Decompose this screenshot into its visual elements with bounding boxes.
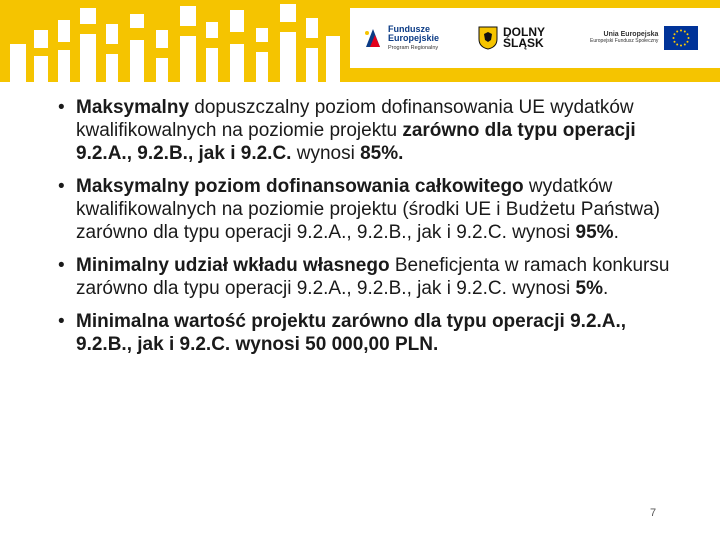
bullet-marker: • bbox=[58, 311, 65, 332]
header-decoration bbox=[34, 30, 48, 48]
bullet-list bbox=[58, 96, 670, 356]
header-decoration bbox=[230, 44, 244, 82]
header-decoration bbox=[326, 36, 340, 82]
header-decoration bbox=[130, 14, 144, 28]
header-decoration bbox=[306, 48, 318, 82]
header-decoration bbox=[106, 24, 118, 44]
header-decoration bbox=[206, 22, 218, 38]
bullet-item bbox=[58, 96, 670, 165]
header-decoration bbox=[106, 54, 118, 82]
bullet-marker: • bbox=[58, 176, 65, 197]
ds-logo-line1: DOLNY bbox=[503, 24, 545, 39]
bullet-text: wynosi bbox=[291, 143, 361, 164]
header-decoration bbox=[306, 18, 318, 38]
ue-logo-line1: Unia Europejska bbox=[603, 31, 659, 39]
bullet-text-bold: zarówno dla typu operacji 9.2.A., 9.2.B., jak i 9.2.C. bbox=[76, 120, 636, 164]
header-decoration bbox=[256, 52, 268, 82]
fundusze-europejskie-icon bbox=[362, 25, 384, 51]
fe-logo-line1: Fundusze bbox=[388, 23, 430, 34]
bullet-text-bold: Minimalna wartość projektu zarówno dla typu operacji 9.2.A., 9.2.B., jak i 9.2.C. wynosi 50 000,00 PLN. bbox=[76, 311, 627, 355]
eu-flag-icon bbox=[664, 26, 698, 50]
fe-logo-line2: Europejskie bbox=[388, 33, 440, 44]
header-decoration bbox=[80, 34, 96, 82]
header-decoration bbox=[256, 28, 268, 42]
header-decoration bbox=[156, 58, 168, 82]
page-number: 7 bbox=[650, 507, 657, 519]
logo-bar bbox=[350, 8, 720, 68]
slide-content bbox=[58, 96, 670, 366]
dolny-slask-crest-icon bbox=[478, 26, 498, 50]
header-banner bbox=[0, 0, 720, 82]
bullet-marker: • bbox=[58, 255, 65, 276]
bullet-text-bold: Maksymalny bbox=[76, 97, 190, 118]
fe-logo-line3: Program Regionalny bbox=[388, 44, 439, 51]
header-decoration bbox=[58, 20, 70, 42]
header-decoration bbox=[80, 8, 96, 24]
bullet-item bbox=[58, 254, 670, 300]
unia-europejska-logo bbox=[590, 8, 698, 68]
bullet-text: Beneficjenta w ramach konkursu zarówno dla typu operacji 9.2.A., 9.2.B., jak i 9.2.C. wynosi bbox=[76, 255, 670, 299]
fundusze-europejskie-logo bbox=[362, 8, 439, 68]
bullet-text-bold: 5% bbox=[575, 278, 603, 299]
dolny-slask-logo bbox=[478, 8, 545, 68]
bullet-text: . bbox=[603, 278, 609, 299]
bullet-item bbox=[58, 310, 670, 356]
ds-logo-line2: ŚLĄSK bbox=[503, 36, 544, 50]
header-decoration bbox=[230, 10, 244, 32]
header-decoration bbox=[180, 36, 196, 82]
bullet-item bbox=[58, 175, 670, 244]
ue-logo-line2: Europejski Fundusz Społeczny bbox=[590, 38, 659, 45]
bullet-text: wydatków kwalifikowalnych na poziomie projektu (środki UE i Budżetu Państwa) zarówno dla typu operacji 9.2.A., 9.2.B., jak i 9.2.C. wynosi bbox=[76, 176, 660, 243]
header-decoration bbox=[10, 44, 26, 82]
header-decoration bbox=[58, 50, 70, 82]
bullet-text-bold: Minimalny udział wkładu własnego bbox=[76, 255, 390, 276]
header-decoration bbox=[206, 48, 218, 82]
bullet-marker: • bbox=[58, 97, 65, 118]
header-decoration bbox=[280, 4, 296, 22]
bullet-text-bold: 95% bbox=[575, 222, 614, 243]
header-decoration bbox=[156, 30, 168, 48]
header-decoration bbox=[34, 56, 48, 82]
header-decoration bbox=[180, 6, 196, 26]
bullet-text-bold: 85%. bbox=[360, 143, 404, 164]
bullet-text-bold: Maksymalny poziom dofinansowania całkowitego bbox=[76, 176, 524, 197]
header-decoration bbox=[130, 40, 144, 82]
header-decoration bbox=[280, 32, 296, 82]
bullet-text: dopuszczalny poziom dofinansowania UE wydatków kwalifikowalnych na poziomie projektu bbox=[76, 97, 634, 141]
bullet-text: . bbox=[613, 222, 619, 243]
